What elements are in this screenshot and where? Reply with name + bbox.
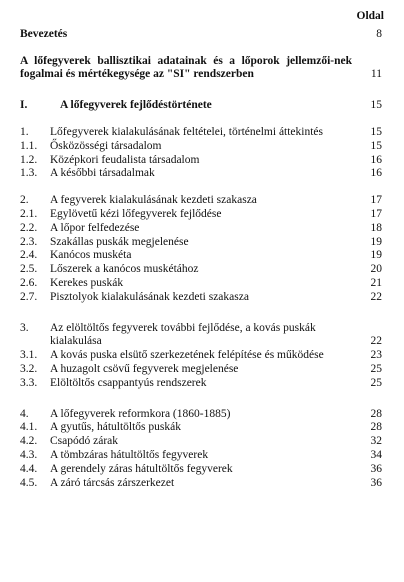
- toc-subsection-title: A kovás puska elsütő szerkezetének felépítése és működése: [50, 349, 324, 362]
- toc-subsection: [20, 277, 382, 291]
- toc-subsection-number: 4.1.: [20, 421, 38, 434]
- toc-section-title: A lőfegyverek reformkora (1860-1885): [50, 407, 231, 420]
- toc-subsection-title: A későbbi társadalmak: [50, 167, 155, 180]
- toc-subsection: [20, 140, 382, 154]
- toc-subsection: [20, 477, 382, 491]
- toc-subsection-number: 3.2.: [20, 362, 38, 375]
- toc-section-number: 1.: [20, 125, 29, 138]
- toc-subsection: [20, 167, 382, 181]
- toc-subsection-page: 16: [370, 153, 382, 166]
- page-column-header: Oldal: [356, 10, 384, 22]
- toc-subsection-page: 23: [370, 349, 382, 362]
- toc-section-number: 2.: [20, 194, 29, 207]
- toc-subsection-number: 1.2.: [20, 153, 38, 166]
- toc-section-number: 4.: [20, 407, 29, 420]
- toc-subsection-title: Ősközösségi társadalom: [50, 139, 162, 152]
- toc-subsection-title: Kanócos muskéta: [50, 249, 132, 262]
- toc-section-page: 28: [370, 407, 382, 420]
- toc-subsection-page: 19: [370, 235, 382, 248]
- toc-subsection-page: 25: [370, 376, 382, 389]
- toc-subsection-number: 2.7.: [20, 290, 38, 303]
- toc-subsection-title: A gyutűs, hátultöltős puskák: [50, 421, 181, 434]
- toc-entry-page: 11: [370, 68, 382, 81]
- toc-subsection: [20, 349, 382, 363]
- toc-subsection-title: A gerendely záras hátultöltős fegyverek: [50, 462, 233, 475]
- toc-subsection-page: 18: [370, 221, 382, 234]
- toc-section: [20, 126, 382, 140]
- toc-subsection-page: 21: [370, 276, 382, 289]
- toc-subsection-page: 20: [370, 263, 382, 276]
- toc-subsection-page: 36: [370, 476, 382, 489]
- toc-section-page: 15: [370, 125, 382, 138]
- toc-subsection-title: Csapódó zárak: [50, 435, 119, 448]
- toc-subsection-title: Lőszerek a kanócos muskétához: [50, 263, 199, 276]
- toc-subsection-page: 16: [370, 167, 382, 180]
- toc-subsection: [20, 377, 382, 391]
- toc-subsection-page: 22: [370, 290, 382, 303]
- toc-subsection-page: 15: [370, 139, 382, 152]
- toc-subsection-page: 34: [370, 448, 382, 461]
- toc-section: [20, 408, 382, 422]
- toc-subsection-number: 4.4.: [20, 462, 38, 475]
- toc-subsection-title: Kerekes puskák: [50, 276, 124, 289]
- toc-entry-bevezetes: [20, 28, 382, 42]
- toc-subsection-title: Pisztolyok kialakulásának kezdeti szakasza: [50, 290, 249, 303]
- toc-subsection: [20, 421, 382, 435]
- toc-subsection-number: 4.5.: [20, 476, 38, 489]
- toc-subsection-title: A lőpor felfedezése: [50, 221, 140, 234]
- toc-section-title: Lőfegyverek kialakulásának feltételei, történelmi áttekintés: [50, 125, 324, 138]
- toc-entry-title: A lőfegyverek ballisztikai adatainak és a lőporok jellemzői-nek fogalmai és mértékegysége az "SI" rendszerben: [20, 54, 352, 81]
- toc-subsection: [20, 449, 382, 463]
- toc-subsection-page: 17: [370, 207, 382, 220]
- toc-subsection-number: 2.4.: [20, 249, 38, 262]
- toc-subsection: [20, 208, 382, 222]
- toc-subsection: [20, 463, 382, 477]
- toc-subsection: [20, 249, 382, 263]
- toc-subsection-number: 2.2.: [20, 221, 38, 234]
- toc-subsection-number: 1.3.: [20, 167, 38, 180]
- toc-subsection-title: Középkori feudalista társadalom: [50, 153, 200, 166]
- toc-subsection: [20, 291, 382, 305]
- toc-subsection-number: 2.1.: [20, 207, 38, 220]
- toc-subsection-title: Egylövetű kézi lőfegyverek fejlődése: [50, 207, 222, 220]
- toc-subsection: [20, 435, 382, 449]
- toc-section-number: 3.: [20, 321, 29, 334]
- toc-section-page: 22: [370, 335, 382, 348]
- toc-subsection-number: 3.3.: [20, 376, 38, 389]
- toc-chapter-number: I.: [20, 99, 28, 112]
- toc-chapter: [20, 99, 382, 113]
- toc-subsection-title: A huzagolt csövű fegyverek megjelenése: [50, 362, 239, 375]
- toc-subsection-title: A záró tárcsás zárszerkezet: [50, 476, 175, 489]
- toc-chapter-title: A lőfegyverek fejlődéstörténete: [60, 99, 212, 112]
- toc-subsection-page: 25: [370, 362, 382, 375]
- toc-subsection: [20, 236, 382, 250]
- toc-entry-page: 8: [376, 27, 382, 40]
- toc-subsection-title: Szakállas puskák megjelenése: [50, 235, 189, 248]
- toc-subsection-number: 3.1.: [20, 349, 38, 362]
- toc-subsection: [20, 363, 382, 377]
- toc-subsection-number: 4.2.: [20, 435, 38, 448]
- toc-subsection-number: 2.6.: [20, 276, 38, 289]
- toc-subsection-number: 4.3.: [20, 448, 38, 461]
- toc-subsection-title: Elöltöltős csappantyús rendszerek: [50, 376, 207, 389]
- toc-subsection-number: 2.3.: [20, 235, 38, 248]
- toc-chapter-page: 15: [370, 99, 382, 112]
- toc-subsection-page: 19: [370, 249, 382, 262]
- toc-subsection-page: 32: [370, 435, 382, 448]
- toc-subsection: [20, 154, 382, 168]
- toc-section-title: A fegyverek kialakulásának kezdeti szakasza: [50, 194, 257, 207]
- toc-subsection-page: 36: [370, 462, 382, 475]
- toc-subsection-title: A tömbzáras hátultöltős fegyverek: [50, 448, 209, 461]
- toc-subsection-number: 1.1.: [20, 139, 38, 152]
- toc-subsection-number: 2.5.: [20, 263, 38, 276]
- toc-entry-si-units: [20, 55, 382, 83]
- toc-entry-title: Bevezetés: [20, 27, 68, 40]
- toc-section: [20, 194, 382, 208]
- toc-subsection-page: 28: [370, 421, 382, 434]
- toc-section-title: Az elöltöltős fegyverek további fejlődése, a kovás puskák kialakulása: [50, 321, 316, 348]
- toc-section: [20, 322, 382, 350]
- toc-section-page: 17: [370, 194, 382, 207]
- toc-subsection: [20, 222, 382, 236]
- toc-subsection: [20, 263, 382, 277]
